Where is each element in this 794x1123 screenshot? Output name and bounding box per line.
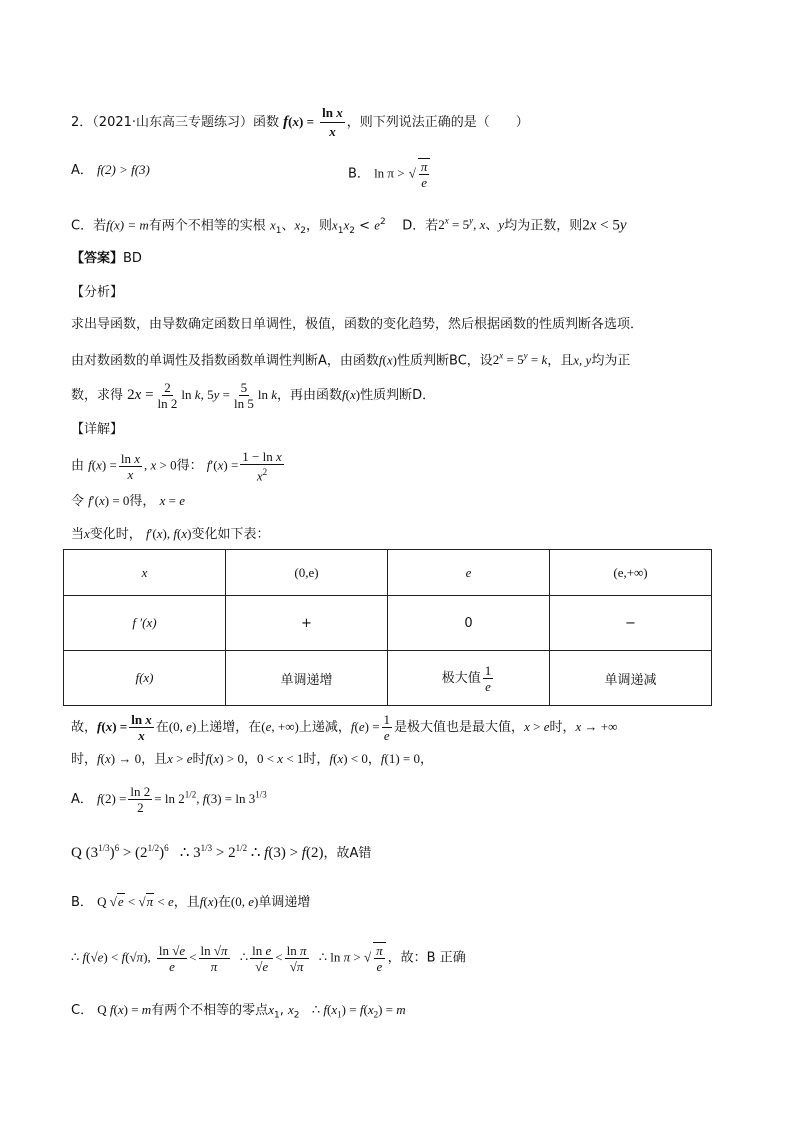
- option-a: A． f(2) > f(3): [71, 162, 150, 178]
- detail-line-3: 当x变化时， f′(x), f(x)变化如下表：: [71, 526, 270, 542]
- table-cell: 单调递增: [226, 651, 388, 706]
- table-cell: 极大值 $\frac{1}{e}$: [388, 651, 550, 706]
- table-row: [64, 651, 712, 706]
- detail-heading: 【详解】: [71, 422, 124, 437]
- detail-line-1: 由 f(x) = $\frac{\text{ln x}}{x}$ , x > 0得： f′(x) = $\frac{\text{1 − ln x}}{x^2}$: [71, 449, 282, 484]
- conclusion-line-1: 故，f(x) = $\frac{\text{ln x}}{x}$ 在(0, e)上递增，在(e, +∞)上递减，f(e) = $\frac{1}{e}$ 是极大值也是最大值，x > e时，x → +∞: [71, 712, 618, 743]
- table-cell: (e,+∞): [550, 550, 712, 596]
- table-cell: f ′(x): [64, 596, 226, 651]
- table-row: [64, 550, 712, 596]
- variation-table: [63, 549, 712, 706]
- table-cell: e: [388, 550, 550, 596]
- question-number: 2: [71, 115, 80, 130]
- option-d: D．若: [402, 218, 439, 234]
- part-a-line-2: Q $(3^{1/3})^6 > (2^{1/2})^6$ ∴ $3^{1/3} > 2^{1/2}$ ∴ f(3) > f(2)，故A错: [71, 843, 372, 861]
- part-b-line-1: B． Q √e < √π < e，且f(x)在(0, e)单调递增: [71, 894, 311, 910]
- table-cell: f(x): [64, 651, 226, 706]
- part-b-line-2: ∴ f(√e) < f(√π), $\frac{\ln √e}{e}$ < $\frac{\ln √\pi}{\pi}$ ∴ $\frac{\text{ln e}}{√e}$ < $\frac{\text{ln π}}{√\pi}$ ∴ ln π > √ $\frac{\pi}{e}$ ，故：B 正确: [71, 942, 466, 974]
- analysis-line-3: 数，求得 2x = $\frac{2}{\ln 2}$ ln k, 5y = $\frac{5}{\ln 5}$ ln k，再由函数f(x)性质判断D．: [71, 380, 436, 411]
- question-source: （2021·山东高三专题练习）: [92, 115, 254, 130]
- table-cell: x: [64, 550, 226, 596]
- table-row: [64, 596, 712, 651]
- detail-line-2: 令 f′(x) = 0得， x = e: [71, 493, 185, 509]
- answer-value: BD: [123, 251, 142, 266]
- analysis-line-1: 求出导函数，由导数确定函数日单调性，极值，函数的变化趋势，然后根据函数的性质判断各选项．: [71, 317, 644, 332]
- answer-line: [71, 249, 142, 269]
- analysis-heading: 【分析】: [71, 285, 124, 300]
- table-cell: 单调递减: [550, 651, 712, 706]
- table-cell: +: [226, 596, 388, 651]
- table-cell: 0: [388, 596, 550, 651]
- analysis-line-2: 由对数函数的单调性及指数函数单调性判断A，由函数f(x)性质判断BC，设$2^x = 5^y = k$，且x, y均为正: [71, 351, 631, 369]
- table-cell: −: [550, 596, 712, 651]
- part-c-line-1: C． Q f(x) = m有两个不相等的零点$x_1$, $x_2$ ∴ $f(x_1) = f(x_2) = m$: [71, 1002, 406, 1021]
- table-cell: (0,e): [226, 550, 388, 596]
- answer-heading: 【答案】: [71, 251, 124, 266]
- conclusion-line-2: 时，f(x) → 0，且x > e时f(x) > 0，0 < x < 1时，f(x) < 0，f(1) = 0，: [71, 751, 433, 767]
- part-a-line-1: A． f(2) = $\frac{\ln 2}{2}$ = $\ln 2^{1/2}$, $f(3) = \ln 3^{1/3}$: [71, 784, 267, 815]
- option-b: B． ln π > √ $\frac{\pi}{e}$: [348, 158, 432, 190]
- option-c: C．若f(x) = m有两个不相等的实根 $x_1$、$x_2$，则$x_1x_2 < e^2$ D．若$2^x = 5^y$, x、y均为正数，则2x < 5y: [71, 216, 627, 236]
- question-stem: 2．（2021·山东高三专题练习）函数 f(x) = $\frac{\text{ln x}}{x}$ ，则下列说法正确的是（ ）: [71, 105, 529, 139]
